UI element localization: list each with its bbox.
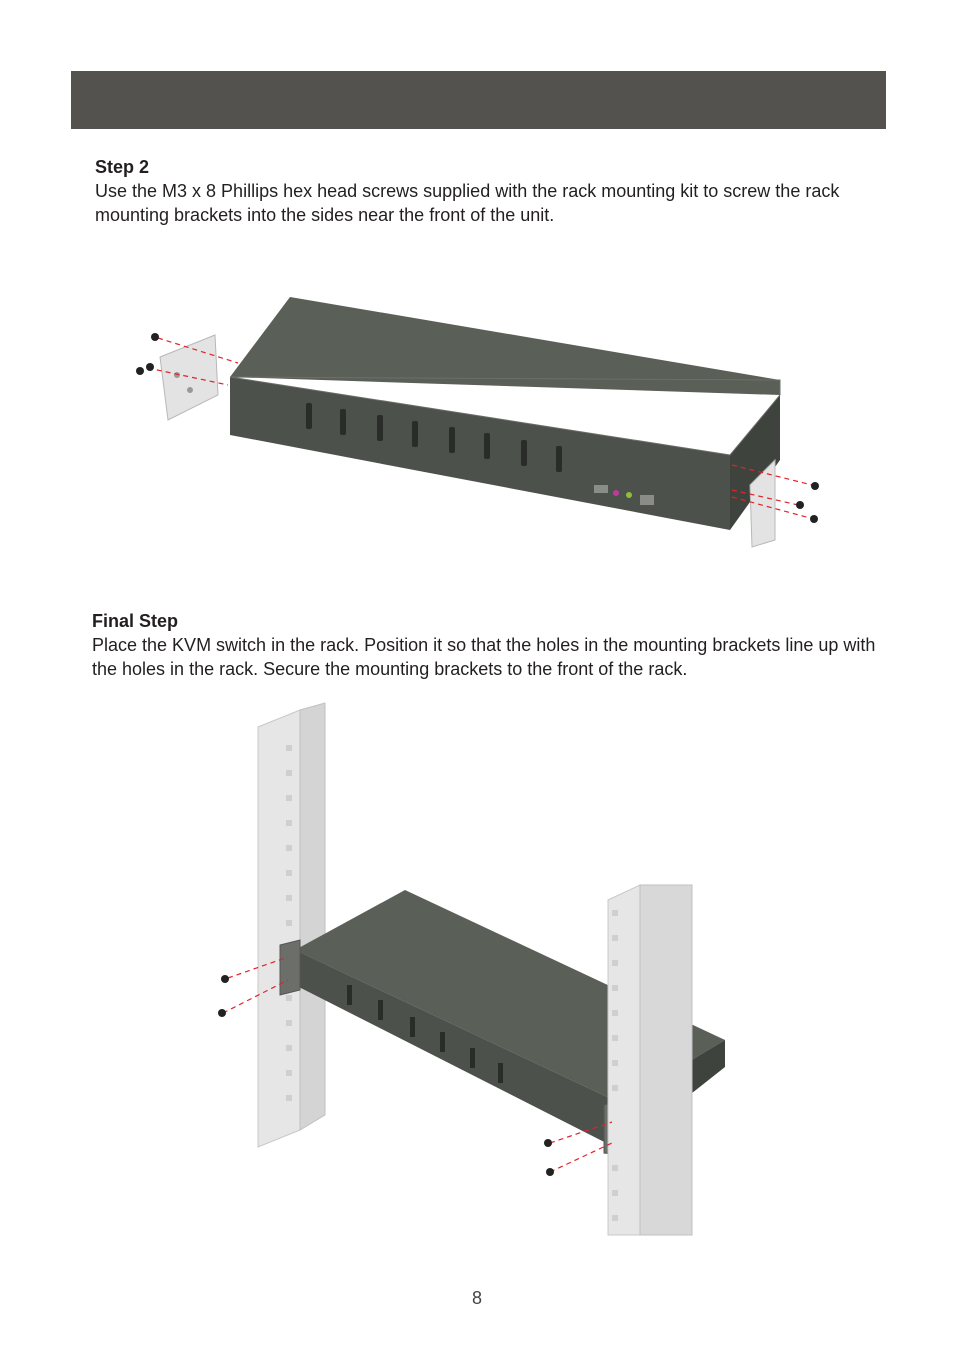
rack-mount-illustration — [200, 695, 740, 1245]
left-rack-post — [258, 710, 300, 1147]
left-bracket — [160, 335, 218, 420]
step2-section — [95, 155, 875, 227]
kvm-front-panel — [230, 377, 730, 530]
page-number: 8 — [471, 1288, 482, 1308]
step2-body: Use the M3 x 8 Phillips hex head screws supplied with the rack mounting kit to screw the rack mounting brackets into the sides near the front of the unit. — [95, 181, 840, 225]
step2-heading: Step 2 — [95, 157, 150, 177]
final-step-body: Place the KVM switch in the rack. Position it so that the holes in the mounting brackets line up with the holes in the rack. Secure the mounting brackets to the front of the rack. — [92, 635, 876, 679]
header-bar — [71, 71, 886, 129]
bracket-install-illustration — [120, 285, 840, 560]
left-bracket — [280, 940, 300, 995]
final-step-section — [92, 609, 882, 681]
left-rack-holes — [286, 745, 292, 1101]
final-step-heading: Final Step — [92, 611, 179, 631]
kvm-top-panel — [230, 297, 780, 395]
